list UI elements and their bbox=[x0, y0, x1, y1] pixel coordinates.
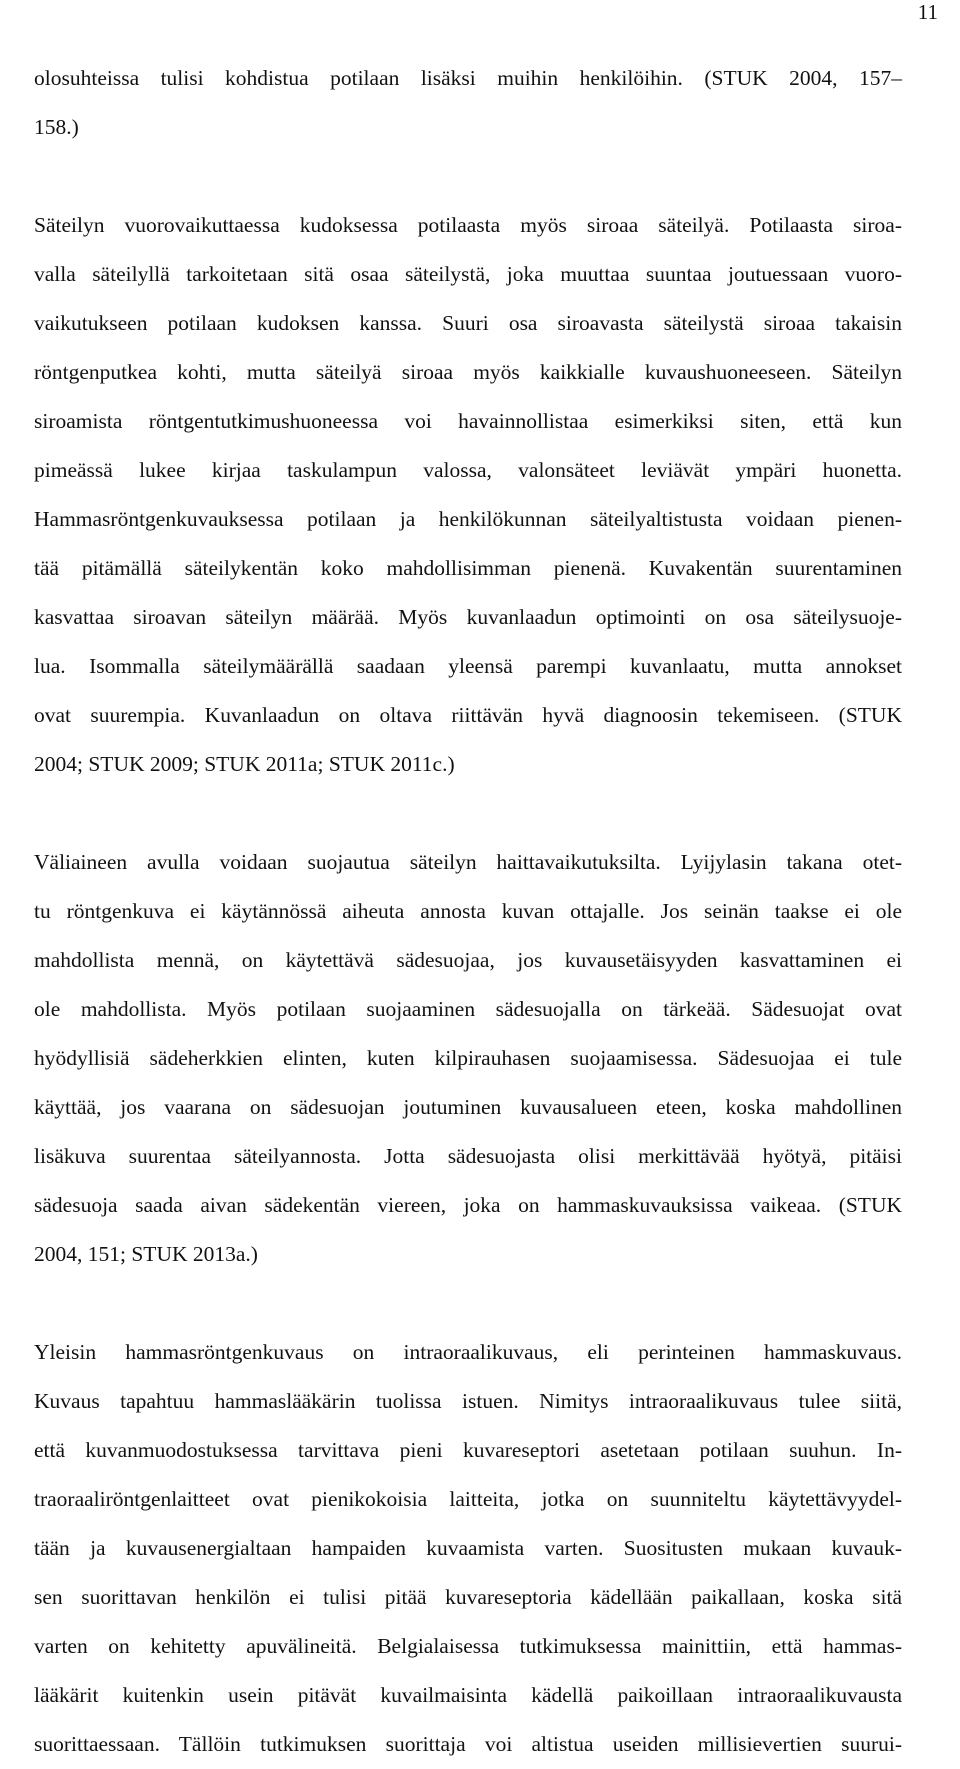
text-line: käyttää, jos vaarana on sädesuojan joutuminen kuvausalueen eteen, koska mahdollinen bbox=[34, 1095, 902, 1119]
text-line: tään ja kuvausenergialtaan hampaiden kuvaamista varten. Suositusten mukaan kuvauk- bbox=[34, 1536, 902, 1560]
text-line: 2004; STUK 2009; STUK 2011a; STUK 2011c.) bbox=[34, 752, 455, 776]
page-number: 11 bbox=[917, 0, 938, 24]
text-line: traoraaliröntgenlaitteet ovat pienikokoisia laitteita, jotka on suunniteltu käytettävyydel- bbox=[34, 1487, 902, 1511]
text-line: ole mahdollista. Myös potilaan suojaaminen sädesuojalla on tärkeää. Sädesuojat ovat bbox=[34, 997, 902, 1021]
text-line: siroamista röntgentutkimushuoneessa voi havainnollistaa esimerkiksi siten, että kun bbox=[34, 409, 902, 433]
text-line: 158.) bbox=[34, 115, 79, 139]
text-line: vaikutukseen potilaan kudoksen kanssa. Suuri osa siroavasta säteilystä siroaa takaisin bbox=[34, 311, 902, 335]
document-body bbox=[34, 54, 902, 1769]
text-line: kasvattaa siroavan säteilyn määrää. Myös kuvanlaadun optimointi on osa säteilysuoje- bbox=[34, 605, 902, 629]
text-line: Kuvaus tapahtuu hammaslääkärin tuolissa istuen. Nimitys intraoraalikuvaus tulee siitä, bbox=[34, 1389, 902, 1413]
text-line: suorittaessaan. Tällöin tutkimuksen suorittaja voi altistua useiden millisievertien suurui- bbox=[34, 1732, 902, 1756]
paragraph-4 bbox=[34, 1328, 902, 1769]
text-line: röntgenputkea kohti, mutta säteilyä siroaa myös kaikkialle kuvaushuoneeseen. Säteilyn bbox=[34, 360, 902, 384]
text-line: tu röntgenkuva ei käytännössä aiheuta annosta kuvan ottajalle. Jos seinän taakse ei ole bbox=[34, 899, 902, 923]
text-line: lua. Isommalla säteilymäärällä saadaan yleensä parempi kuvanlaatu, mutta annokset bbox=[34, 654, 902, 678]
text-line: valla säteilyllä tarkoitetaan sitä osaa säteilystä, joka muuttaa suuntaa joutuessaan vuoro- bbox=[34, 262, 902, 286]
text-line: 2004, 151; STUK 2013a.) bbox=[34, 1242, 258, 1266]
text-line: varten on kehitetty apuvälineitä. Belgialaisessa tutkimuksessa mainittiin, että hammas- bbox=[34, 1634, 902, 1658]
text-line: pimeässä lukee kirjaa taskulampun valossa, valonsäteet leviävät ympäri huonetta. bbox=[34, 458, 902, 482]
text-line: hyödyllisiä sädeherkkien elinten, kuten kilpirauhasen suojaamisessa. Sädesuojaa ei tule bbox=[34, 1046, 902, 1070]
text-line: tää pitämällä säteilykentän koko mahdollisimman pienenä. Kuvakentän suurentaminen bbox=[34, 556, 902, 580]
paragraph-3 bbox=[34, 838, 902, 1279]
text-line: ovat suurempia. Kuvanlaadun on oltava riittävän hyvä diagnoosin tekemiseen. (STUK bbox=[34, 703, 902, 727]
text-line: lisäkuva suurentaa säteilyannosta. Jotta sädesuojasta olisi merkittävää hyötyä, pitäisi bbox=[34, 1144, 902, 1168]
text-line: Säteilyn vuorovaikuttaessa kudoksessa potilaasta myös siroaa säteilyä. Potilaasta siroa- bbox=[34, 213, 902, 237]
text-line: että kuvanmuodostuksessa tarvittava pieni kuvareseptori asetetaan potilaan suuhun. In- bbox=[34, 1438, 902, 1462]
text-line: sen suorittavan henkilön ei tulisi pitää kuvareseptoria kädellään paikallaan, koska sitä bbox=[34, 1585, 902, 1609]
text-line: Väliaineen avulla voidaan suojautua säteilyn haittavaikutuksilta. Lyijylasin takana otet- bbox=[34, 850, 902, 874]
text-line: sädesuoja saada aivan sädekentän viereen, joka on hammaskuvauksissa vaikeaa. (STUK bbox=[34, 1193, 902, 1217]
text-line: mahdollista mennä, on käytettävä sädesuojaa, jos kuvausetäisyyden kasvattaminen ei bbox=[34, 948, 902, 972]
text-line: lääkärit kuitenkin usein pitävät kuvailmaisinta kädellä paikoillaan intraoraalikuvausta bbox=[34, 1683, 902, 1707]
text-line: Yleisin hammasröntgenkuvaus on intraoraalikuvaus, eli perinteinen hammaskuvaus. bbox=[34, 1340, 902, 1364]
paragraph-1 bbox=[34, 54, 902, 152]
text-line: olosuhteissa tulisi kohdistua potilaan lisäksi muihin henkilöihin. (STUK 2004, 157– bbox=[34, 66, 902, 90]
paragraph-2 bbox=[34, 201, 902, 789]
text-line: Hammasröntgenkuvauksessa potilaan ja henkilökunnan säteilyaltistusta voidaan pienen- bbox=[34, 507, 902, 531]
